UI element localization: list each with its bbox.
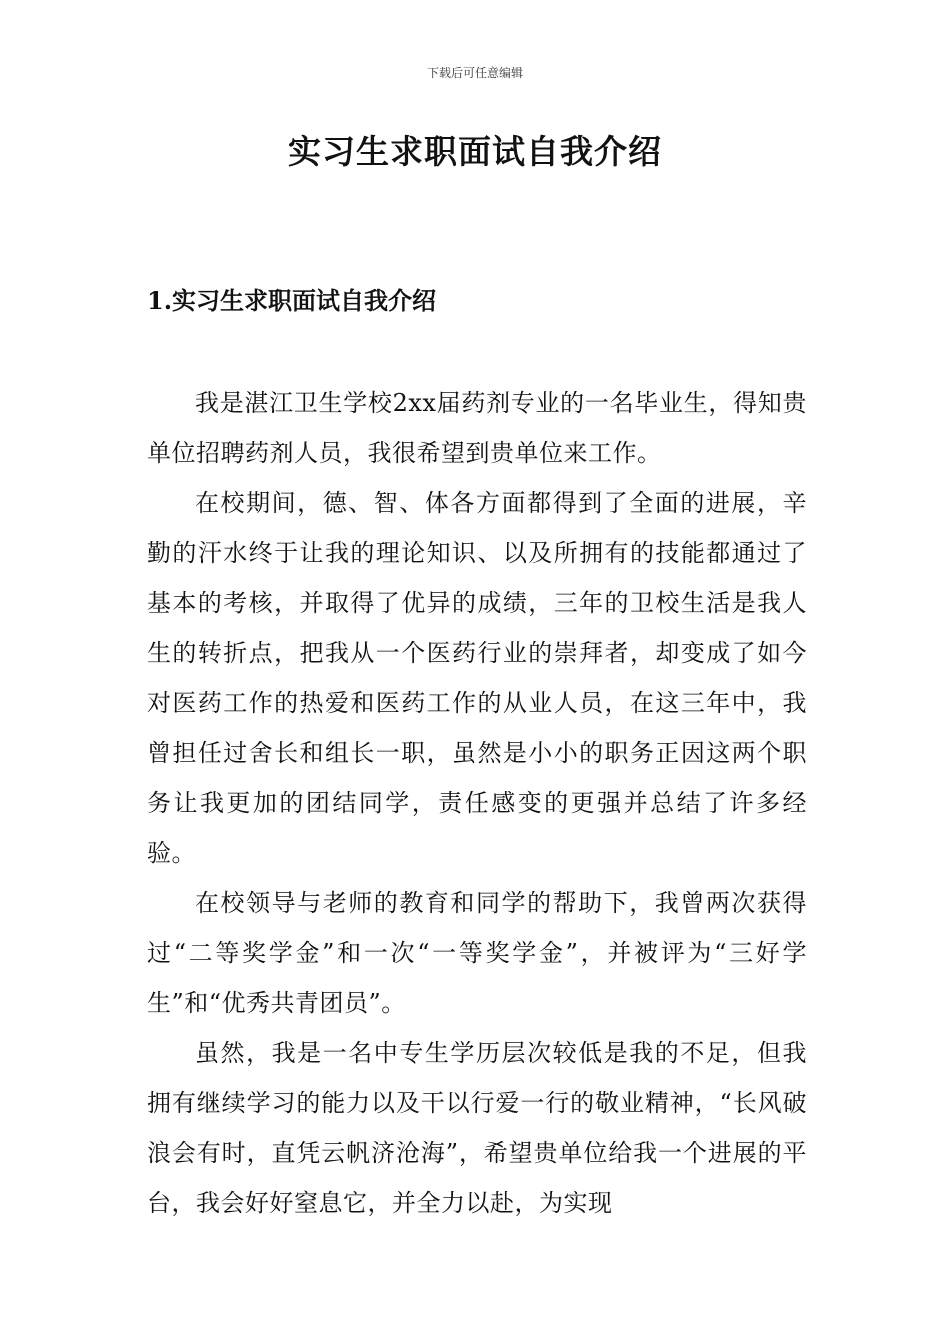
section-heading: 1.实习生求职面试自我介绍 <box>147 286 437 315</box>
paragraph-awards: 在校领导与老师的教育和同学的帮助下，我曾两次获得过“二等奖学金”和一次“一等奖学金”，并被评为“三好学生”和“优秀共青团员”。 <box>147 889 807 1017</box>
paragraph-school-period: 在校期间，德、智、体各方面都得到了全面的进展，辛勤的汗水终于让我的理论知识、以及所拥有的技能都通过了基本的考核，并取得了优异的成绩，三年的卫校生活是我人生的转折点，把我从一个医药行业的崇拜者，却变成了如今对医药工作的热爱和医药工作的从业人员，在这三年中，我曾担任过舍长和组长一职，虽然是小小的职务正因这两个职务让我更加的团结同学，责任感变的更强并总结了许多经验。 <box>147 489 807 867</box>
header-note: 下载后可任意编辑 <box>426 66 523 80</box>
document-title: 实习生求职面试自我介绍 <box>288 132 662 171</box>
paragraph-closing: 虽然，我是一名中专生学历层次较低是我的不足，但我拥有继续学习的能力以及干以行爱一行的敬业精神，“长风破浪会有时，直凭云帆济沧海”，希望贵单位给我一个进展的平台，我会好好窒息它，并全力以赴，为实现 <box>147 1039 807 1217</box>
body-text <box>147 378 807 1228</box>
paragraph-intro: 我是湛江卫生学校2xx届药剂专业的一名毕业生，得知贵单位招聘药剂人员，我很希望到贵单位来工作。 <box>147 389 807 467</box>
